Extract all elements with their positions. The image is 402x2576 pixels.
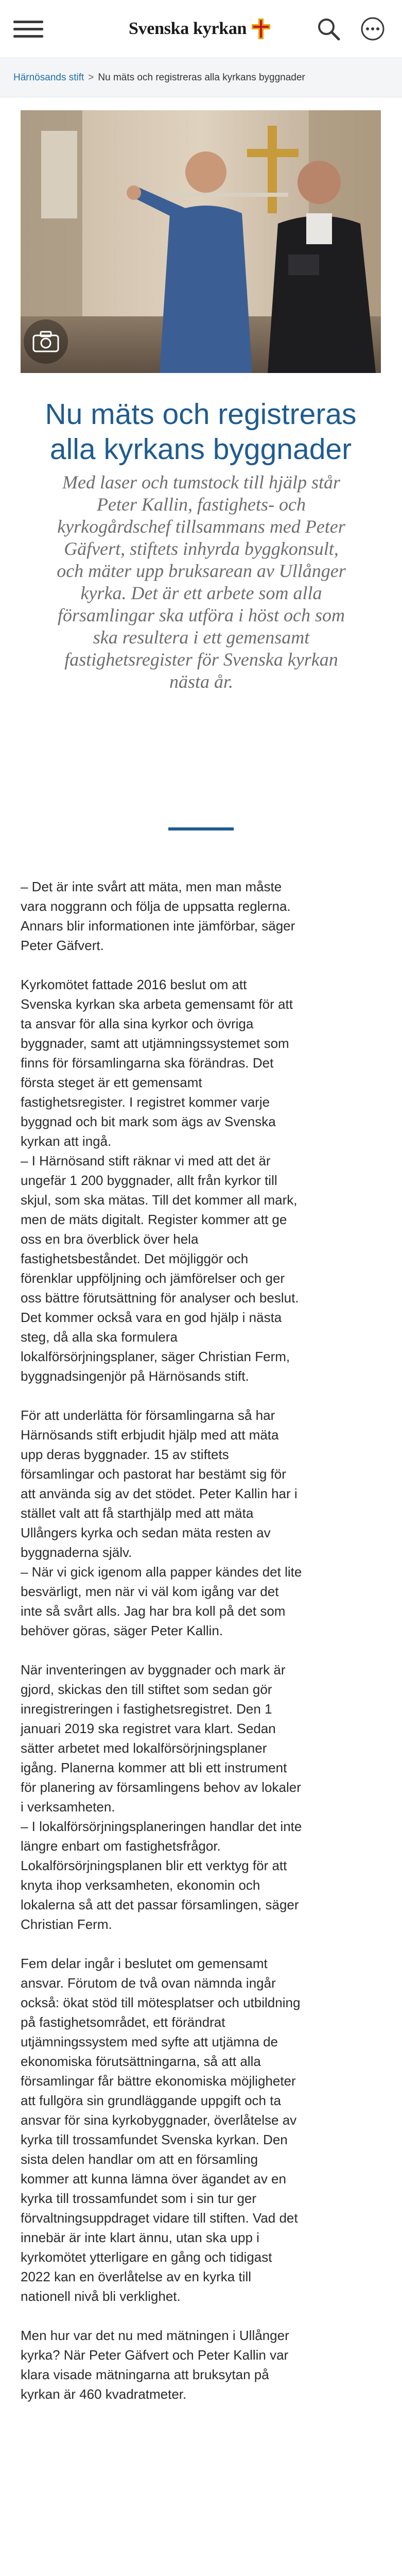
body-line: – I Härnösand stift räknar vi med att det är	[21, 1153, 271, 1168]
body-line: oss bättre förutsättning för analyser och beslut.	[21, 1290, 299, 1306]
body-line: När inventeringen av byggnader och mark är	[21, 1662, 286, 1677]
body-line: Fem delar ingår i beslutet om gemensamt	[21, 1956, 268, 1971]
lead-line: församlingar ska utföra i höst och som	[57, 605, 345, 625]
body-line: församlingar får bättre ekonomiska möjligheter	[21, 2073, 296, 2089]
body-line: kyrkan är 460 kvadratmeter.	[21, 2386, 187, 2402]
body-line: upp deras byggnader. 15 av stiftets	[21, 1447, 229, 1462]
lead-line: ska resultera i ett gemensamt	[93, 627, 310, 648]
body-line: – När vi gick igenom alla papper kändes det lite	[21, 1564, 302, 1580]
body-line: vara noggrann och följa de uppsatta reglerna.	[21, 899, 291, 914]
page-title	[21, 397, 381, 467]
body-line: nationell nivå bli verklighet.	[21, 2289, 181, 2304]
body-line: ansvar för sina kyrkobyggnader, överlåtelse av	[21, 2112, 297, 2128]
article-body	[21, 877, 383, 2424]
section-divider	[168, 827, 234, 831]
body-line: byggnader, samt att utjämningssystemet som	[21, 1036, 289, 1051]
body-line: kyrka till trossamfundet Svenska kyrkan. Den	[21, 2132, 288, 2147]
lead-line: fastighetsregister för Svenska kyrkan	[64, 649, 338, 670]
body-paragraph	[21, 2326, 383, 2404]
site-header	[0, 0, 402, 58]
body-line: längre enbart om fastighetsfrågor.	[21, 1838, 221, 1854]
lead-line: och mäter upp bruksarean av Ullånger	[57, 561, 346, 581]
title-line: Nu mäts och registreras	[45, 398, 357, 431]
body-line: att använda sig av det stödet. Peter Kallin har i	[21, 1486, 298, 1501]
body-line: steg, då alla ska formulera	[21, 1329, 178, 1345]
body-line: förenklar uppföljning och jämförelser och ger	[21, 1270, 285, 1286]
logo-text: Svenska kyrkan	[129, 19, 247, 38]
body-line: 2022 kan en överlåtelse av en kyrka till	[21, 2269, 252, 2284]
lead-line: kyrka. Det är ett arbete som alla	[80, 583, 322, 603]
title-line: alla kyrkans byggnader	[49, 433, 352, 466]
body-paragraph	[21, 975, 383, 1386]
body-line: igång. Planerna kommer att bli ett instrument	[21, 1760, 287, 1775]
body-line: klara visade mätningarna att bruksytan på	[21, 2367, 269, 2382]
body-line: kommer att kunna lämna över ägandet av en	[21, 2171, 286, 2187]
body-line: januari 2019 ska registret vara klart. Sedan	[21, 1721, 276, 1736]
lead-line: nästa år.	[169, 671, 234, 692]
body-line: stället valt att få starthjälp med att mäta	[21, 1505, 254, 1521]
body-line: skjul, som ska mätas. Till det kommer all mark,	[21, 1192, 298, 1208]
body-line: förvaltningsuppdraget vidare till stiften. Vad det	[21, 2210, 298, 2226]
body-line: Lokalförsörjningsplanen blir ett verktyg för att	[21, 1858, 287, 1873]
search-icon[interactable]	[316, 16, 341, 41]
body-line: sätter arbetet med lokalförsörjningsplaner	[21, 1740, 267, 1756]
body-line: inregistreringen i fastighetsregistret. Den 1	[21, 1701, 272, 1717]
body-line: inte så svårt alls. Jag har bra koll på det som	[21, 1603, 286, 1619]
more-icon[interactable]	[360, 16, 385, 41]
body-line: Christian Ferm.	[21, 1917, 112, 1932]
body-line: i verksamheten.	[21, 1799, 115, 1815]
body-line: besvärligt, men när vi väl kom igång var det	[21, 1584, 279, 1599]
body-line: Svenska kyrkan ska arbeta gemensamt för att	[21, 996, 293, 1012]
hero-photo	[21, 110, 381, 373]
body-paragraph	[21, 1660, 383, 1934]
body-line: finns för församlingarna ska förändras. Det	[21, 1055, 274, 1071]
body-line: Men hur var det nu med mätningen i Ullånger	[21, 2328, 289, 2343]
body-line: på fastighetsområdet, ett förändrat	[21, 2014, 225, 2030]
cross-logo-icon	[252, 19, 270, 39]
menu-icon[interactable]	[13, 21, 43, 38]
body-line: också: ökat stöd till mötesplatser och utbildning	[21, 1995, 301, 2010]
lead-line: Med laser och tumstock till hjälp står	[62, 472, 340, 493]
body-line: ekonomiska förutsättningarna, så att alla	[21, 2054, 261, 2069]
body-line: Ullångers kyrka och sedan mäta resten av	[21, 1525, 271, 1540]
article-lead	[24, 471, 379, 693]
body-line: utjämningssystem med syfte att utjämna de	[21, 2034, 278, 2049]
body-line: Peter Gäfvert.	[21, 938, 104, 953]
body-line: ungefär 1 200 byggnader, allt från kyrkor till	[21, 1173, 277, 1188]
body-line: sista delen handlar om att en församling	[21, 2151, 258, 2167]
body-line: fastighetsbeståndet. Det möjliggör och	[21, 1251, 249, 1266]
body-line: ta ansvar för alla sina kyrkor och övriga	[21, 1016, 254, 1031]
photo-info-button[interactable]	[24, 319, 68, 364]
body-line: oss en bra överblick över hela	[21, 1231, 199, 1247]
body-paragraph	[21, 877, 383, 955]
menu-bar	[13, 28, 43, 30]
body-line: ansvar. Förutom de två ovan nämnda ingår	[21, 1975, 276, 1991]
body-line: fastighetsregister. I registret kommer varje	[21, 1094, 270, 1110]
body-paragraph	[21, 1405, 383, 1640]
body-line: lokalförsörjningsplaner, säger Christian Ferm,	[21, 1349, 290, 1364]
lead-line: kyrkogårdschef tillsammans med Peter	[57, 516, 345, 537]
body-line: byggnad och bit mark som ägs av Svenska	[21, 1114, 276, 1129]
body-line: första steget är ett gemensamt	[21, 1075, 202, 1090]
site-logo[interactable]	[129, 15, 270, 42]
lead-line: Gäfvert, stiftets inhyrda byggkonsult,	[64, 538, 339, 559]
breadcrumb-separator: >	[88, 72, 94, 83]
menu-bar	[13, 21, 43, 23]
lead-line: Peter Kallin, fastighets- och	[97, 494, 306, 515]
body-line: byggnadsingenjör på Härnösands stift.	[21, 1368, 249, 1384]
body-line: att fullgöra sin grundläggande uppgift och ta	[21, 2093, 281, 2108]
body-line: behöver göras, säger Peter Kallin.	[21, 1623, 223, 1638]
body-line: kyrka till trossamfundet som i sin tur ger	[21, 2191, 257, 2206]
body-line: kyrkan att ingå.	[21, 1133, 112, 1149]
photo-scene	[21, 110, 381, 373]
body-line: knyta ihop verksamheten, ekonomin och	[21, 1877, 260, 1893]
breadcrumb	[0, 58, 402, 97]
body-line: kyrka? När Peter Gäfvert och Peter Kallin var	[21, 2347, 289, 2363]
body-line: byggnaderna själv.	[21, 1545, 132, 1560]
breadcrumb-link-stift[interactable]: Härnösands stift	[13, 72, 84, 83]
body-line: – Det är inte svårt att mäta, men man måste	[21, 879, 282, 894]
body-line: Kyrkomötet fattade 2016 beslut om att	[21, 977, 247, 992]
body-line: Härnösands stift erbjudit hjälp med att mäta	[21, 1427, 279, 1443]
body-line: innebär är inte klart ännu, utan ska upp i	[21, 2230, 259, 2245]
camera-icon	[32, 330, 60, 353]
body-line: kyrkomötet ytterligare en gång och tidigast	[21, 2249, 272, 2265]
body-line: Annars blir informationen inte jämförbar, säger	[21, 918, 295, 934]
breadcrumb-current: Nu mäts och registreras alla kyrkans byggnader	[98, 72, 305, 83]
body-line: gjord, skickas den till stiftet som sedan gör	[21, 1682, 272, 1697]
body-line: Det kommer också vara en god hjälp i nästa	[21, 1310, 282, 1325]
body-paragraph	[21, 1954, 383, 2306]
body-line: – I lokalförsörjningsplaneringen handlar det inte	[21, 1819, 302, 1834]
body-line: För att underlätta för församlingarna så har	[21, 1408, 275, 1423]
body-line: men de mäts digitalt. Register kommer att ge	[21, 1212, 287, 1227]
menu-bar	[13, 35, 43, 38]
body-line: lokalerna så att det passar församlingen, säger	[21, 1897, 299, 1912]
body-line: församlingar och pastorat har bestämt sig för	[21, 1466, 286, 1482]
body-line: för planering av församlingens behov av lokaler	[21, 1780, 301, 1795]
